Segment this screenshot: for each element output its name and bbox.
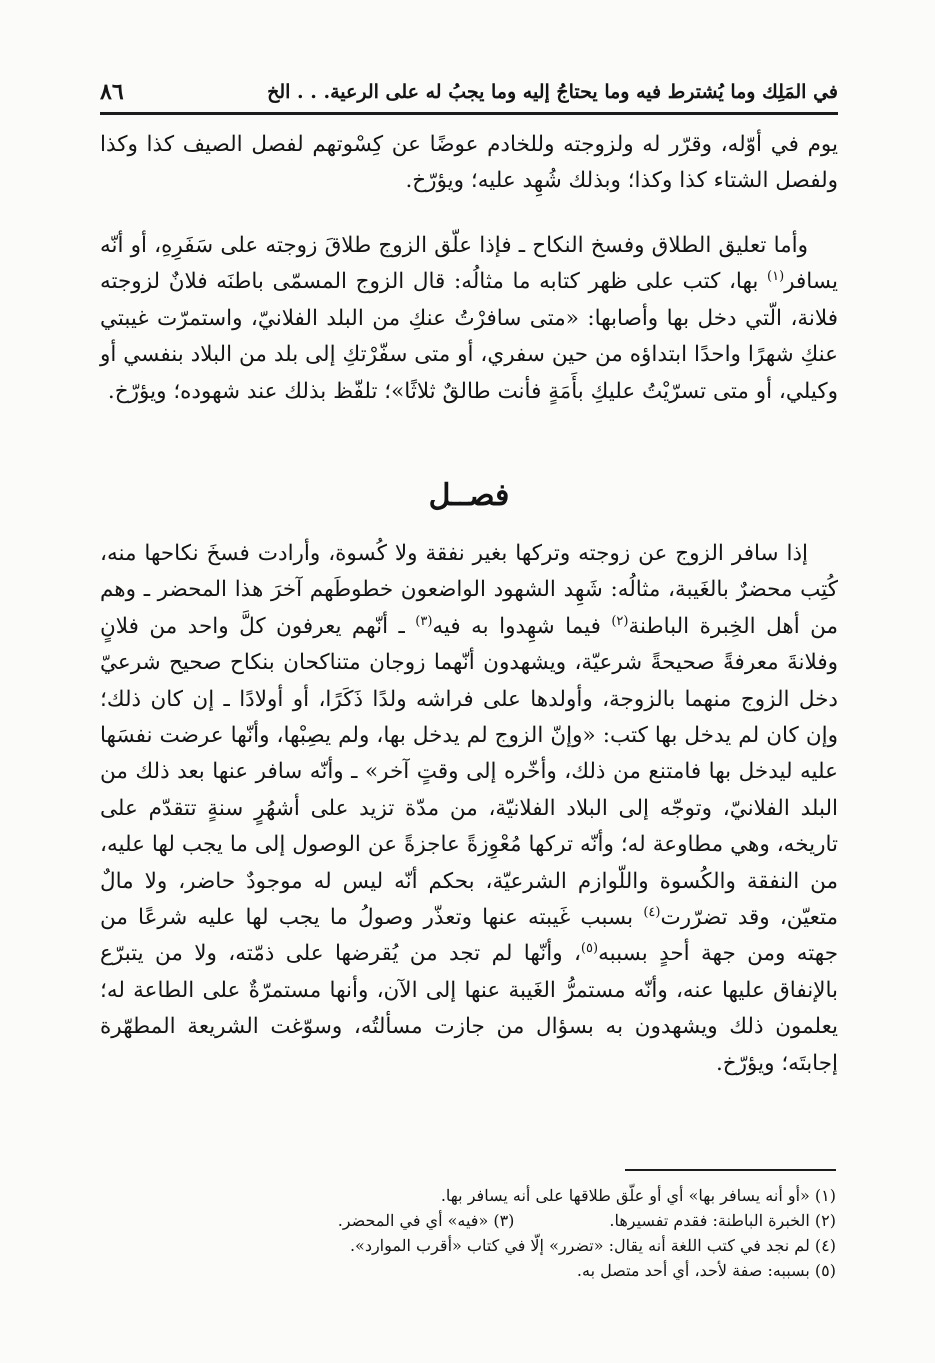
text-run: ـ أنّهم يعرفون كلَّ واحد من فلانٍ وفلانةَ معرفةً صحيحةً شرعيّة، ويشهدون أنّهما زوجان متناكحان بنكاح صحيح شرعيّ دخل الزوج منهما بالزوجة، وأولدها على فراشه ولدًا ذَكَرًا، أو أولادًا ـ إن كان ذلك؛ وإن كان لم يدخل بها كتب: «وإنّ الزوج لم يدخل بها، ولم يصِبْها، وأنّها عرضت نفسَها عليه ليدخل بها فامتنع من ذلك، وأخّره إلى وقتٍ آخر» ـ وأنّه سافر عنها بعد ذلك من البلد الفلانيّ، وتوجّه إلى البلاد الفلانيّة، من مدّة تزيد على أشهُرٍ سنةٍ تتقدّم على تاريخه، وهي مطاوعة له؛ وأنّه تركها مُعْوِزةً عاجزةً عن الوصول إلى ما يجب لها عليه، من النفقة والكُسوة واللّوازم الشرعيّة، بحكم أنّه ليس له موجودٌ حاضر، ولا مالٌ متعيّن، وقد تضرّرت xyxy=(100,613,838,931)
footnote-row xyxy=(100,1183,836,1208)
running-title: في المَلِك وما يُشترط فيه وما يحتاجُ إليه وما يجبُ له على الرعية. . . الخ xyxy=(267,81,838,103)
text-run: بها، كتب على ظهر كتابه ما مثالُه: قال الزوج المسمّى باطنَه فلانٌ لزوجته فلانة، الّتي دخل بها وأصابها: «متى سافرْتُ عنكِ من البلد الفلانيّ، واستمرّت غيبتي عنكِ شهرًا واحدًا ابتداؤه من حين سفري، أو متى سفّرْتكِ إلى بلد من البلاد بنفسي أو وكيلي، أو متى تسرّيْتُ عليكِ بأَمَةٍ فأنت طالقٌ ثلاثًا»؛ تلفّظ بذلك عند شهوده؛ ويؤرّخ. xyxy=(100,269,838,404)
section-heading: فصــل xyxy=(428,478,510,513)
footnote-4: (٤) لم نجد في كتب اللغة أنه يقال: «تضرر» إلّا في كتاب «أقرب الموارد». xyxy=(349,1236,836,1255)
footnote-marker-4[interactable]: (٤) xyxy=(643,904,661,920)
footnote-2: (٢) الخبرة الباطنة: فقدم تفسيرها. xyxy=(609,1211,836,1230)
footnote-marker-1[interactable]: (١) xyxy=(767,269,785,285)
text-run: ، وأنّها لم تجد من يُقرضها على ذمّته، ولا من يتبرّع بالإنفاق عليها عنه، وأنّه مستمرُّ الغَيبة عنها إلى الآن، وأنها مستمرّةٌ على الطاعة له؛ يعلمون ذلك ويشهدون به بسؤال من جازت مسألتُه، وسوّغت الشريعة المطهّرة إجابتَه؛ ويؤرّخ. xyxy=(100,941,838,1076)
footnote-marker-2[interactable]: (٢) xyxy=(611,613,629,629)
paragraph-text: يوم في أوّله، وقرّر له ولزوجته وللخادم عوضًا عن كِسْوتهم لفصل الصيف كذا وكذا ولفصل الشتاء كذا وكذا؛ وبذلك شُهِد عليه؛ ويؤرّخ. xyxy=(100,132,838,194)
footnote-marker-5[interactable]: (٥) xyxy=(580,941,599,957)
footnote-gap xyxy=(514,1208,609,1233)
footnotes xyxy=(100,1183,836,1283)
footnote-divider xyxy=(625,1169,836,1171)
text-run: إذا سافر الزوج عن زوجته وتركها بغير نفقة ولا كُسوة، وأرادت فسخَ نكاحها منه، كُتِب محضرٌ بالغَيبة، مثالُه: شَهِد الشهود الواضعون خطوطَهم آخرَ هذا المحضر ـ وهم من أهل الخِبرة الباطنة xyxy=(100,541,839,639)
running-header xyxy=(100,72,838,115)
footnote-row xyxy=(100,1208,836,1233)
footnote-row xyxy=(100,1233,836,1258)
page-number: ٨٦ xyxy=(100,79,124,105)
footnote-1: (١) «أو أنه يسافر بها» أي أو علّق طلاقها على أنه يسافر بها. xyxy=(440,1186,836,1205)
paragraph-text xyxy=(100,536,838,1082)
footnote-3: (٣) «فيه» أي في المحضر. xyxy=(337,1211,515,1230)
paragraph-divorce-condition xyxy=(100,228,838,410)
footnote-marker-3[interactable]: (٣) xyxy=(415,613,433,629)
text-run: بسبب غَيبته عنها وتعذّر وصولُ ما يجب لها عليه شرعًا من جهته ومن جهة أحدٍ بسببه xyxy=(100,905,838,967)
text-run: وأما تعليق الطلاق وفسخ النكاح ـ فإذا علّق الزوج طلاقَ زوجته على سَفَرِهِ، أو أنّه يسافر xyxy=(100,233,838,295)
paragraph-text xyxy=(100,228,838,410)
footnote-5: (٥) بسببه: صفة لأحد، أي أحد متصل به. xyxy=(576,1261,836,1280)
text-run: فيما شهِدوا به فيه xyxy=(432,613,612,639)
paragraph-continued xyxy=(100,127,838,200)
footnote-row xyxy=(100,1258,836,1283)
paragraph-absence-record xyxy=(100,536,838,1082)
